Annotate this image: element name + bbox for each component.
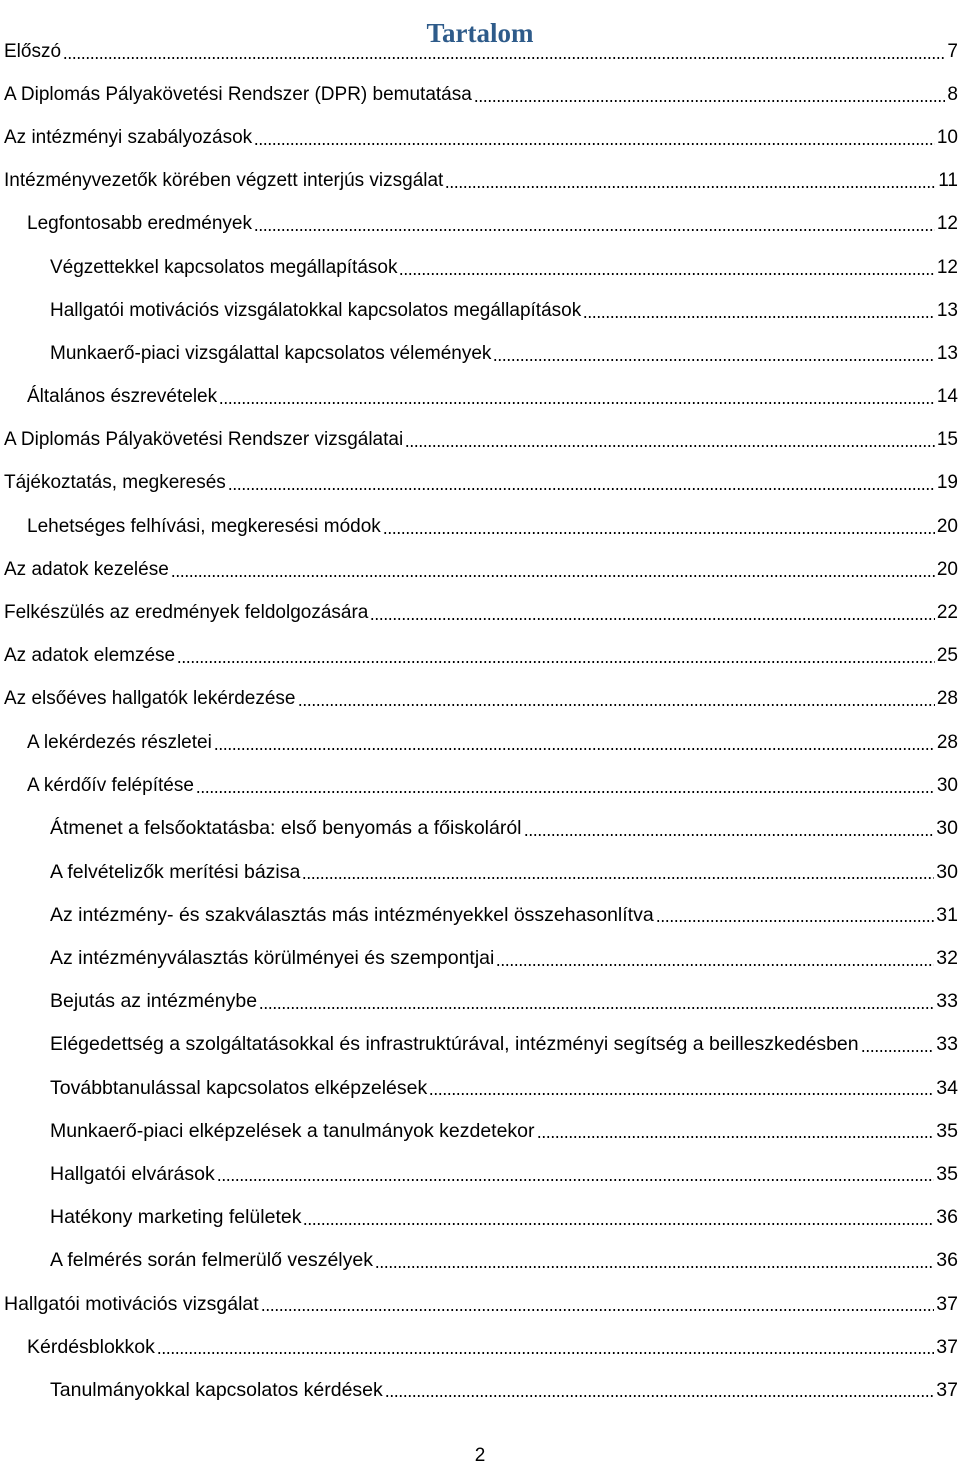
dot-leader [537, 1136, 935, 1138]
toc-entry-label[interactable]: Előszó [4, 40, 62, 62]
toc-entry-page-number: 13 [936, 342, 958, 364]
toc-entry-label[interactable]: Munkaerő-piaci elképzelések a tanulmányok kezdetekor [50, 1119, 535, 1142]
toc-entry-label[interactable]: Legfontosabb eredmények [27, 213, 252, 235]
toc-entry-page-number: 35 [936, 1119, 958, 1142]
toc-entry-page-number: 31 [936, 903, 958, 926]
dot-leader [496, 964, 934, 966]
dot-leader [445, 186, 936, 188]
dot-leader [524, 834, 935, 836]
toc-entry-label[interactable]: A kérdőív felépítése [27, 774, 194, 796]
toc-entry-label[interactable]: Felkészülés az eredmények feldolgozására [4, 602, 369, 624]
toc-entry[interactable] [0, 332, 960, 375]
toc-entry-page-number: 20 [936, 558, 958, 580]
toc-entry-label[interactable]: Az adatok elemzése [4, 645, 176, 667]
toc-entry-label[interactable]: A lekérdezés részletei [27, 731, 212, 753]
dot-leader [583, 316, 935, 318]
toc-entry[interactable] [0, 1196, 960, 1239]
dot-leader [177, 661, 935, 663]
toc-entry[interactable] [0, 73, 960, 116]
toc-entry-label[interactable]: Átmenet a felsőoktatásba: első benyomás a főiskoláról [50, 817, 522, 840]
toc-entry-label[interactable]: Lehetséges felhívási, megkeresési módok [27, 515, 381, 537]
dot-leader [493, 359, 934, 361]
toc-entry[interactable] [0, 505, 960, 548]
toc-entry-page-number: 33 [936, 1033, 958, 1056]
toc-entry-page-number: 30 [936, 860, 958, 883]
toc-entry-page-number: 22 [936, 602, 958, 624]
dot-leader [259, 1007, 934, 1009]
toc-entry[interactable] [0, 635, 960, 678]
toc-entry[interactable] [0, 289, 960, 332]
dot-leader [474, 100, 946, 102]
dot-leader [370, 618, 935, 620]
dot-leader [228, 488, 935, 490]
dot-leader [157, 1352, 934, 1354]
page-number: 2 [474, 1445, 486, 1466]
toc-entry[interactable] [0, 980, 960, 1023]
toc-entry-label[interactable]: A felvételizők merítési bázisa [50, 860, 301, 883]
toc-entry[interactable] [0, 419, 960, 462]
toc-entry-label[interactable]: Az intézményválasztás körülményei és szempontjai [50, 947, 495, 970]
toc-entry-page-number: 8 [947, 83, 958, 105]
toc-entry[interactable] [0, 807, 960, 850]
toc-entry-label[interactable]: Hallgatói motivációs vizsgálat [4, 1292, 259, 1315]
dot-leader [405, 445, 935, 447]
toc-entry-page-number: 12 [936, 256, 958, 278]
toc-entry-label[interactable]: Bejutás az intézménybe [50, 990, 258, 1013]
dot-leader [217, 1179, 935, 1181]
toc-entry-label[interactable]: Az elsőéves hallgatók lekérdezése [4, 688, 296, 710]
toc-entry-label[interactable]: Általános észrevételek [27, 386, 218, 408]
dot-leader [385, 1395, 935, 1397]
dot-leader [261, 1309, 935, 1311]
dot-leader [375, 1266, 934, 1268]
toc-entry-label[interactable]: Hallgatói motivációs vizsgálatokkal kapcsolatos megállapítások [50, 299, 582, 321]
toc-entry-label[interactable]: Munkaerő-piaci vizsgálattal kapcsolatos vélemények [50, 342, 492, 364]
dot-leader [399, 273, 934, 275]
toc-entry-label[interactable]: Az intézményi szabályozások [4, 126, 253, 148]
toc-entry-label[interactable]: Intézményvezetők körében végzett interjús vizsgálat [4, 170, 444, 192]
toc-entry[interactable] [0, 1110, 960, 1153]
dot-leader [196, 791, 935, 793]
toc-entry-page-number: 7 [947, 40, 958, 62]
toc-entry-page-number: 30 [936, 817, 958, 840]
toc-entry[interactable] [0, 591, 960, 634]
toc-entry[interactable] [0, 678, 960, 721]
dot-leader [303, 1223, 934, 1225]
toc-entry-page-number: 10 [936, 126, 958, 148]
dot-leader [298, 704, 935, 706]
toc-entry-page-number: 34 [936, 1076, 958, 1099]
dot-leader [383, 532, 935, 534]
toc-entry-label[interactable]: Végzettekkel kapcsolatos megállapítások [50, 256, 398, 278]
toc-entry[interactable] [0, 1369, 960, 1412]
toc-entry-page-number: 28 [936, 688, 958, 710]
toc-entry-page-number: 33 [936, 990, 958, 1013]
toc-entry[interactable] [0, 548, 960, 591]
toc-entry-label[interactable]: A Diplomás Pályakövetési Rendszer (DPR) bemutatása [4, 83, 472, 105]
toc-entry-label[interactable]: Az intézmény- és szakválasztás más intézményekkel összehasonlítva [50, 903, 654, 926]
dot-leader [63, 57, 945, 59]
toc-entry[interactable] [0, 1239, 960, 1282]
toc-entry[interactable] [0, 1326, 960, 1369]
toc-entry[interactable] [0, 894, 960, 937]
toc-entry[interactable] [0, 116, 960, 159]
toc-entry[interactable] [0, 462, 960, 505]
toc-entry[interactable] [0, 937, 960, 980]
toc-entry[interactable] [0, 764, 960, 807]
table-of-contents [0, 30, 960, 1412]
toc-entry-label[interactable]: Hallgatói elvárások [50, 1162, 215, 1185]
toc-entry-label[interactable]: Tanulmányokkal kapcsolatos kérdések [50, 1378, 383, 1401]
dot-leader [254, 143, 935, 145]
toc-entry-page-number: 14 [936, 386, 958, 408]
toc-entry-page-number: 36 [936, 1206, 958, 1229]
dot-leader [171, 575, 935, 577]
toc-entry-label[interactable]: Tájékoztatás, megkeresés [4, 472, 226, 494]
toc-entry-page-number: 28 [936, 731, 958, 753]
page-title: Tartalom [426, 18, 534, 49]
toc-entry[interactable] [0, 1067, 960, 1110]
toc-entry-label[interactable]: Kérdésblokkok [27, 1335, 155, 1358]
toc-entry[interactable] [0, 30, 960, 73]
toc-entry[interactable] [0, 376, 960, 419]
toc-entry-label[interactable]: Az adatok kezelése [4, 558, 169, 580]
toc-entry[interactable] [0, 851, 960, 894]
dot-leader [219, 402, 935, 404]
dot-leader [429, 1093, 934, 1095]
toc-entry[interactable] [0, 721, 960, 764]
toc-entry-page-number: 15 [936, 429, 958, 451]
toc-entry-page-number: 12 [936, 213, 958, 235]
toc-entry-page-number: 19 [936, 472, 958, 494]
toc-entry[interactable] [0, 203, 960, 246]
dot-leader [214, 748, 935, 750]
toc-entry-label[interactable]: Hatékony marketing felületek [50, 1206, 302, 1229]
toc-entry-label[interactable]: Továbbtanulással kapcsolatos elképzelések [50, 1076, 428, 1099]
toc-entry-page-number: 35 [936, 1162, 958, 1185]
toc-entry-page-number: 11 [938, 170, 958, 192]
dot-leader [302, 877, 934, 879]
toc-entry[interactable] [0, 1023, 960, 1066]
dot-leader [254, 229, 935, 231]
toc-entry-page-number: 32 [936, 947, 958, 970]
dot-leader [861, 1050, 935, 1052]
toc-entry-page-number: 37 [936, 1292, 958, 1315]
toc-entry[interactable] [0, 1282, 960, 1325]
toc-entry-page-number: 36 [936, 1249, 958, 1272]
toc-entry[interactable] [0, 246, 960, 289]
toc-entry-page-number: 37 [936, 1335, 958, 1358]
toc-entry-label[interactable]: Elégedettség a szolgáltatásokkal és infrastruktúrával, intézményi segítség a beilleszkedésben [50, 1033, 859, 1056]
toc-entry-page-number: 20 [936, 515, 958, 537]
dot-leader [656, 920, 935, 922]
toc-entry-page-number: 13 [936, 299, 958, 321]
toc-entry-page-number: 30 [936, 774, 958, 796]
toc-entry-page-number: 37 [936, 1378, 958, 1401]
toc-entry-label[interactable]: A felmérés során felmerülő veszélyek [50, 1249, 373, 1272]
toc-entry-page-number: 25 [936, 645, 958, 667]
toc-entry-label[interactable]: A Diplomás Pályakövetési Rendszer vizsgálatai [4, 429, 404, 451]
toc-entry[interactable] [0, 160, 960, 203]
toc-entry[interactable] [0, 1153, 960, 1196]
